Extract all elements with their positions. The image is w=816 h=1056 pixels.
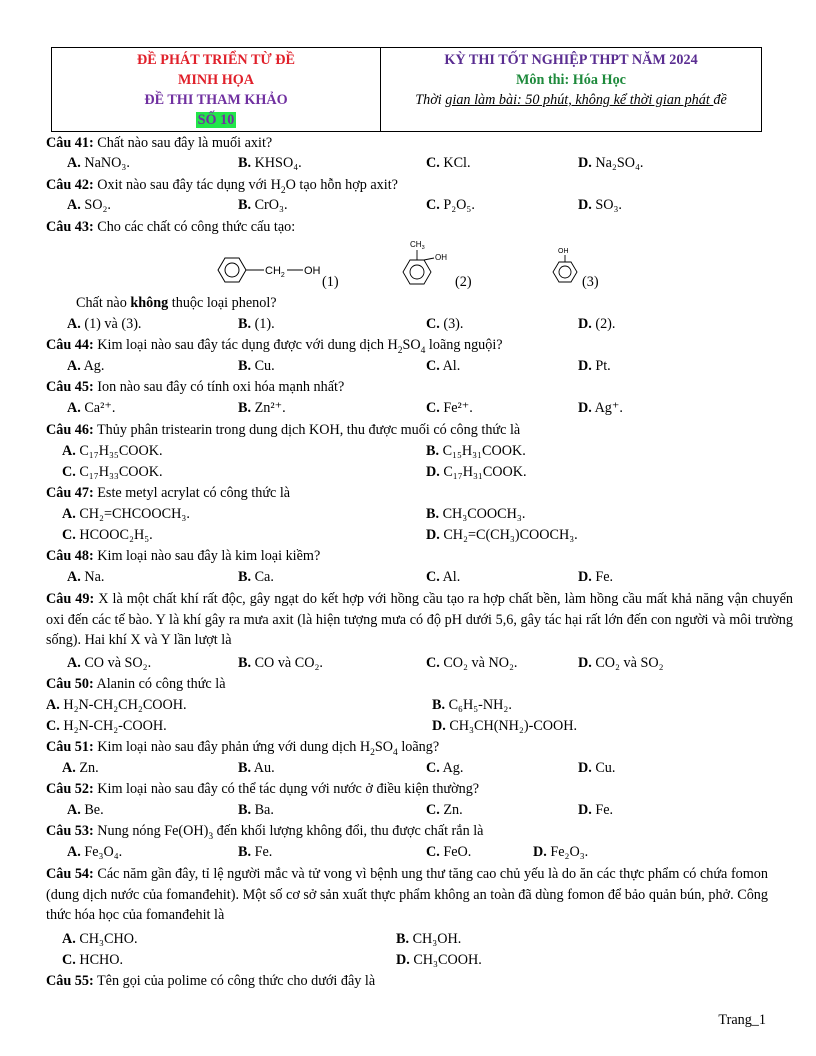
q41-option-c: C. KCl. [426,155,471,171]
q53-option-b: B. Fe. [238,844,273,860]
oh-group-label-2: OH [435,253,447,262]
q44-option-d: D. Pt. [578,358,611,374]
q45-option-d: D. Ag⁺. [578,400,623,416]
q53-option-c: C. FeO. [426,844,472,860]
q47-option-a: A. CH₂=CHCOOCH₃. [62,506,190,522]
q54-option-c: C. HCHO. [62,952,124,968]
header-left-line2: MINH HỌA [177,72,255,88]
structure-label-1: (1) [322,274,339,290]
phenol-structure [548,244,584,292]
q50-option-c: C. H₂N-CH₂-COOH. [46,718,167,734]
question-50: Câu 50: Alanin có công thức là [46,676,226,692]
q54-option-a: A. CH₃CHO. [62,931,138,947]
q50-option-a: A. H₂N-CH₂CH₂COOH. [46,697,187,713]
q47-option-b: B. CH₃COOCH₃. [426,506,526,522]
benzyl-alcohol-structure [212,252,330,288]
q49-option-b: B. CO và CO₂. [238,655,323,671]
q47-option-d: D. CH₂=C(CH₃)COOCH₃. [426,527,578,543]
q50-option-d: D. CH₃CH(NH₂)-COOH. [432,718,578,734]
q48-option-d: D. Fe. [578,569,614,585]
q54-option-b: B. CH₃OH. [396,931,462,947]
q49-option-a: A. CO và SO₂. [67,655,152,671]
q49-option-c: C. CO₂ và NO₂. [426,655,518,671]
q48-option-a: A. Na. [67,569,105,585]
header-right [381,48,761,131]
q48-option-b: B. Ca. [238,569,274,585]
question-45: Câu 45: Ion nào sau đây có tính oxi hóa mạnh nhất? [46,379,345,395]
question-53: Câu 53: Nung nóng $Fe(OH)_3$ đến khối lượng không đổi, thu được chất rắn là [46,823,484,842]
structure-label-3: (3) [582,274,599,290]
q43-option-a: A. (1) và (3). [67,316,142,332]
question-48: Câu 48: Kim loại nào sau đây là kim loại kiềm? [46,548,321,564]
q42-option-c: C. P₂O₅. [426,197,475,213]
question-49: Câu 49: X là một chất khí rất độc, gây ngạt do kết hợp với hồng cầu tạo ra hợp chất bền, làm hồng cầu mất khả năng vận chuyển oxi đến các tế bào. Y là khí gây ra mưa axit (là hiện tượng mưa có độ pH dưới 5,6, gây tác hại rất lớn đến con người và môi trường sống). Hai khí X và Y lần lượt là [46,591,793,648]
header-left-line3: ĐỀ THI THAM KHẢO [144,92,288,108]
header-left [52,48,381,131]
q51-option-b: B. Au. [238,760,275,776]
q45-option-a: A. Ca²⁺. [67,400,116,416]
q46-option-d: D. C₁₇H₃₁COOK. [426,464,527,480]
q51-option-a: A. Zn. [62,760,99,776]
header-left-line1: ĐỀ PHÁT TRIỂN TỪ ĐỀ [137,52,295,68]
question-44: Câu 44: Kim loại nào sau đây tác dụng được với dung dịch $H_2SO_4$ loãng nguội? [46,337,503,356]
question-43: Câu 43: Cho các chất có công thức cấu tạo: [46,219,296,235]
q43-option-b: B. (1). [238,316,275,332]
q45-option-b: B. Zn²⁺. [238,400,286,416]
q47-option-c: C. HCOOC₂H₅. [62,527,153,543]
question-46: Câu 46: Thủy phân tristearin trong dung dịch KOH, thu được muối có công thức là [46,422,521,438]
q41-option-a: A. NaNO₃. [67,155,130,171]
question-52: Câu 52: Kim loại nào sau đây có thể tác dụng với nước ở điều kiện thường? [46,781,480,797]
q44-option-a: A. Ag. [67,358,105,374]
question-41: Câu 41: Chất nào sau đây là muối axit? [46,135,273,151]
q43-option-d: D. (2). [578,316,616,332]
exam-subject: Môn thi: Hóa Học [516,72,626,88]
q46-option-c: C. C₁₇H₃₃COOK. [62,464,163,480]
question-47: Câu 47: Este metyl acrylat có công thức là [46,485,291,501]
question-51: Câu 51: Kim loại nào sau đây phản ứng với dung dịch $H_2SO_4$ loãng? [46,739,440,758]
oh-group-label-1: OH [304,265,321,277]
q42-option-d: D. SO₃. [578,197,622,213]
ch3-group-label: $CH_3$ [410,240,425,251]
ch2-group-label: $CH_2$ [265,265,285,279]
oh-group-label-3: OH [558,248,569,255]
q42-option-a: A. SO₂. [67,197,111,213]
exam-title: KỲ THI TỐT NGHIỆP THPT NĂM 2024 [444,52,698,68]
q43-option-c: C. (3). [426,316,464,332]
page-number: Trang_1 [718,1012,766,1028]
q50-option-b: B. C₆H₅-NH₂. [432,697,512,713]
exam-header [51,47,762,132]
q46-option-a: A. C₁₇H₃₅COOK. [62,443,163,459]
q46-option-b: B. C₁₅H₃₁COOK. [426,443,526,459]
question-42: Câu 42: Oxit nào sau đây tác dụng với $H_2O$ tạo hỗn hợp axit? [46,177,398,196]
q51-option-d: D. Cu. [578,760,616,776]
question-43-sub: Chất nào không thuộc loại phenol? [76,295,277,311]
o-cresol-structure [398,236,458,292]
q42-option-b: B. CrO₃. [238,197,288,213]
q49-option-d: D. CO₂ và SO₂ [578,655,664,671]
q52-option-a: A. Be. [67,802,104,818]
q41-option-d: D. Na₂SO₄. [578,155,644,171]
q44-option-c: C. Al. [426,358,461,374]
q48-option-c: C. Al. [426,569,461,585]
q52-option-d: D. Fe. [578,802,614,818]
question-54: Câu 54: Các năm gần đây, tỉ lệ người mắc và tử vong vì bệnh ung thư tăng cao chủ yếu là do ăn các thực phẩm có chứa fomon (dung dịch nước của fomanđehit). Một số cơ sở sản xuất thực phẩm không an toàn đã dùng fomon để bảo quản bún, phở. Công thức hóa học của fomanđehit là [46,866,768,923]
q54-option-d: D. CH₃COOH. [396,952,482,968]
q53-option-a: A. Fe₃O₄. [67,844,123,860]
question-55: Câu 55: Tên gọi của polime có công thức cho dưới đây là [46,973,376,989]
q44-option-b: B. Cu. [238,358,275,374]
exam-time: Thời gian làm bài: 50 phút, không kể thời gian phát đề [415,92,727,108]
q51-option-c: C. Ag. [426,760,464,776]
q53-option-d: D. Fe₂O₃. [533,844,589,860]
q45-option-c: C. Fe²⁺. [426,400,473,416]
exam-number-badge: SỐ 10 [197,112,235,128]
structure-label-2: (2) [455,274,472,290]
q41-option-b: B. KHSO₄. [238,155,302,171]
q52-option-c: C. Zn. [426,802,463,818]
q52-option-b: B. Ba. [238,802,274,818]
